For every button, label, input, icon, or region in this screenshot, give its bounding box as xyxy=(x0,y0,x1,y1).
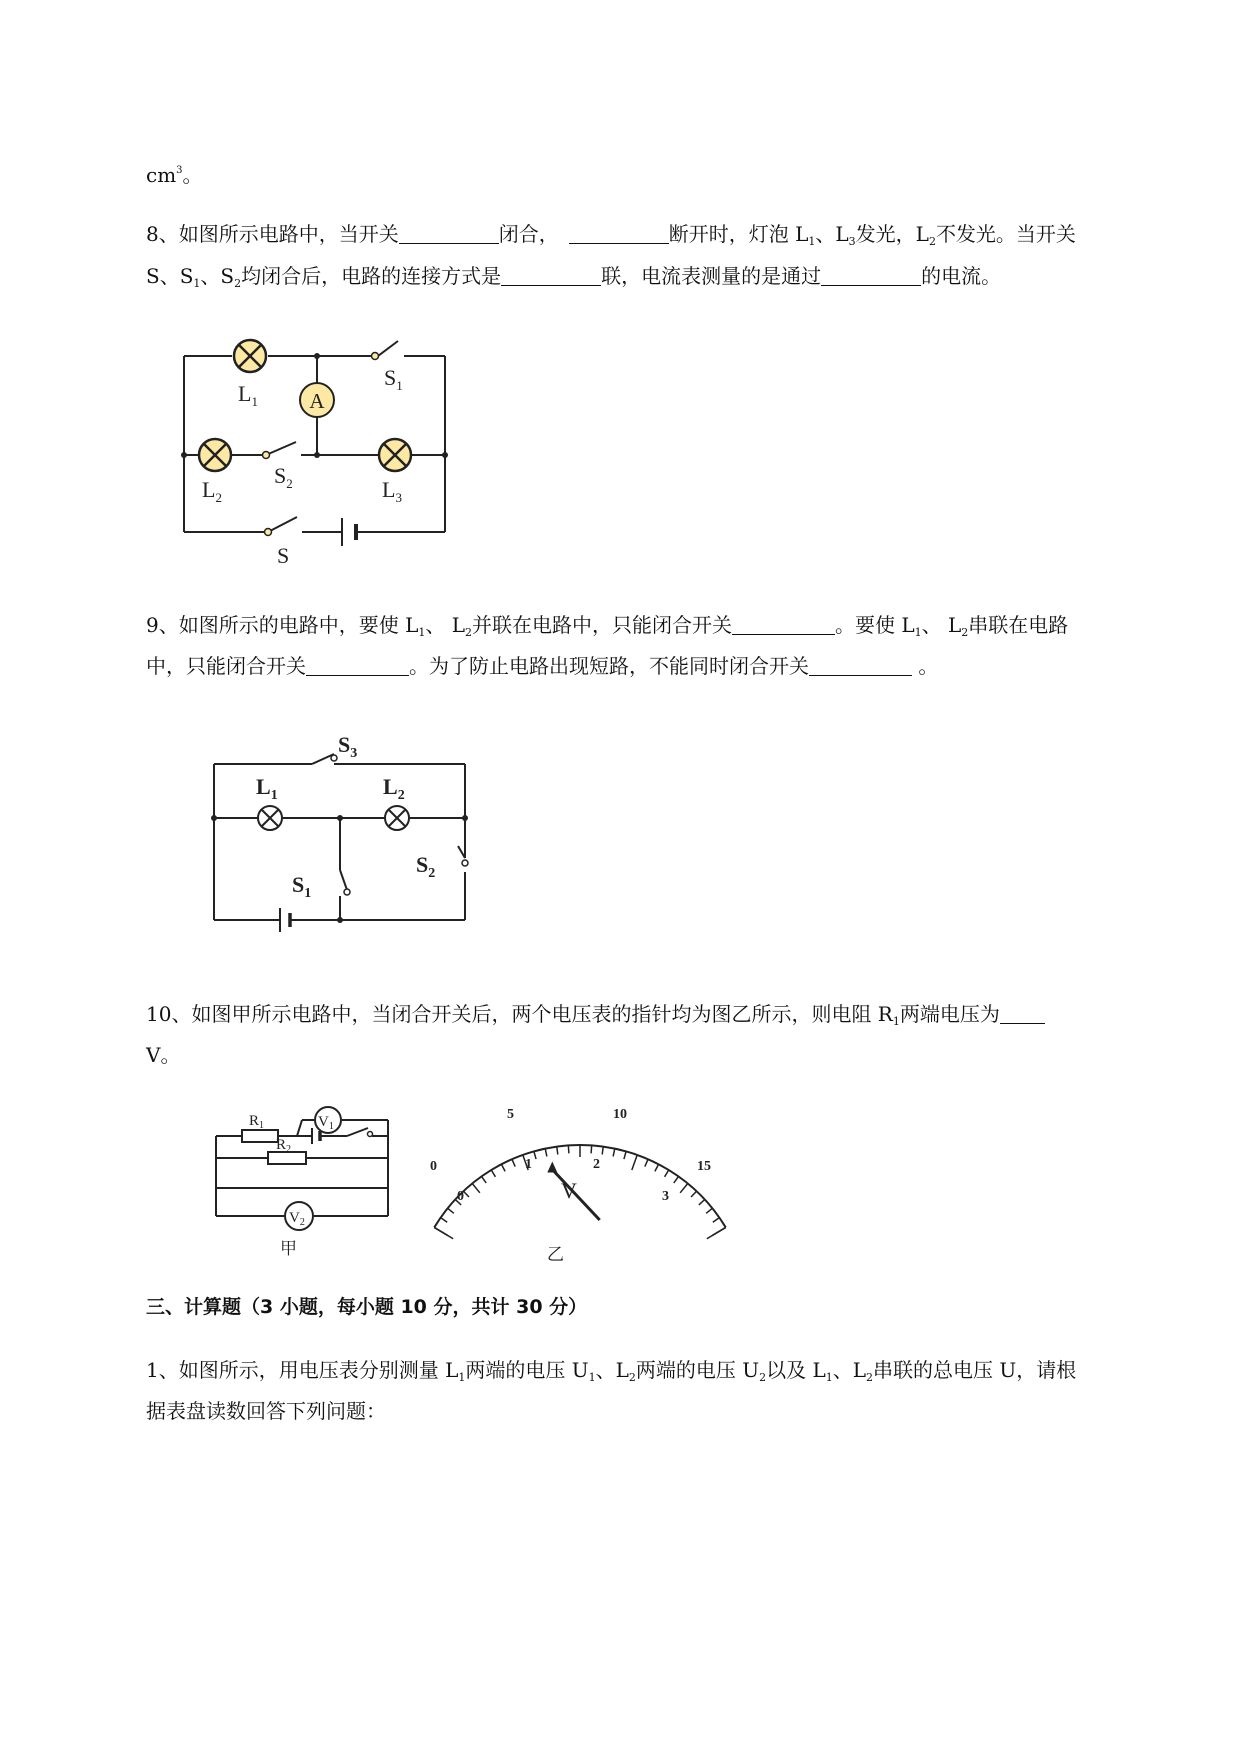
q10-circuit-jia xyxy=(212,1106,402,1266)
outer-tick-10: 10 xyxy=(613,1107,627,1122)
meter-tick xyxy=(645,1159,648,1166)
meter-tick xyxy=(482,1176,487,1183)
lamp-L1-icon xyxy=(234,340,266,372)
meter-tick xyxy=(441,1218,448,1223)
meter-tick xyxy=(472,1184,480,1193)
meter-tick xyxy=(448,1208,454,1213)
meter-arc xyxy=(434,1145,725,1227)
caption-yi: 乙 xyxy=(547,1245,564,1264)
unit-cm3: $cm^3$。 xyxy=(146,163,203,187)
c1-line1: 1、如图所示，用电压表分别测量 $L_1$两端的电压 $U_1$、$L_2$两端的电压 $U_2$以及 $L_1$、$L_2$串联的总电压 U，请根 xyxy=(146,1358,1077,1384)
label-L2: $L_2$ xyxy=(202,477,222,505)
meter-tick xyxy=(632,1155,637,1170)
inner-tick-1: 1 xyxy=(525,1157,532,1172)
q9-line1: 9、如图所示的电路中，要使 $L_1$、 $L_2$并联在电路中，只能闭合开关 。要使 $L_1$、 $L_2$串联在电路 xyxy=(146,613,1069,639)
lamp-L3-icon xyxy=(379,439,411,471)
svg-text:V2: $V_2$ xyxy=(289,1210,305,1228)
q9-line2: 中，只能闭合开关 。为了防止电路出现短路，不能同时闭合开关 。 xyxy=(146,654,939,678)
label-S1: $S_1$ xyxy=(292,872,312,901)
meter-pointer-head xyxy=(547,1161,557,1172)
label-R1: $R_1$ xyxy=(249,1113,265,1131)
q8-blank-1[interactable] xyxy=(399,223,499,244)
inner-tick-3: 3 xyxy=(662,1189,669,1204)
q9-blank-1[interactable] xyxy=(732,614,835,635)
q8-line2: S、$S_1$、$S_2$均闭合后，电路的连接方式是 联，电流表测量的是通过 的电流。 xyxy=(146,264,1002,290)
meter-tick xyxy=(655,1164,659,1171)
meter-unit-label: V xyxy=(561,1178,577,1203)
q10-blank-1[interactable] xyxy=(1000,1003,1045,1024)
lamp-L2-icon xyxy=(199,439,231,471)
voltmeter-V2-icon xyxy=(285,1202,313,1230)
meter-tick xyxy=(512,1159,515,1166)
meter-scale xyxy=(434,1145,725,1239)
outer-tick-15: 15 xyxy=(697,1159,711,1174)
q8-line1: 8、如图所示电路中，当开关 闭合， 断开时，灯泡 $L_1$、$L_3$发光，$L_2$不发光。当开关 xyxy=(146,222,1076,248)
meter-tick xyxy=(674,1176,679,1183)
lamp-L1-icon xyxy=(258,806,282,830)
q9-circuit-figure xyxy=(200,730,480,940)
label-S2: $S_2$ xyxy=(274,463,293,491)
voltmeter-V1-icon xyxy=(315,1107,341,1133)
meter-tick xyxy=(665,1170,669,1177)
q8-blank-2[interactable] xyxy=(569,223,669,244)
meter-tick xyxy=(713,1218,720,1223)
meter-tick xyxy=(463,1191,468,1197)
meter-tick xyxy=(602,1147,603,1155)
meter-tick xyxy=(501,1164,505,1171)
meter-tick xyxy=(545,1149,547,1157)
meter-tick xyxy=(568,1145,569,1153)
meter-tick xyxy=(534,1151,536,1159)
q10-meter-yi xyxy=(425,1100,735,1270)
q8-blank-4[interactable] xyxy=(821,265,921,286)
q8-blank-3[interactable] xyxy=(501,265,601,286)
q9-blank-3[interactable] xyxy=(809,655,912,676)
svg-text:A: A xyxy=(309,389,325,413)
outer-tick-0: 0 xyxy=(430,1159,437,1174)
svg-text:V1: $V_1$ xyxy=(318,1114,334,1132)
section3-title: 三、计算题（3 小题，每小题 10 分，共计 30 分） xyxy=(146,1296,588,1318)
label-L1: $L_1$ xyxy=(238,381,258,409)
ammeter-icon xyxy=(300,383,334,417)
label-R2: $R_2$ xyxy=(276,1137,292,1155)
meter-end-cap xyxy=(707,1227,726,1238)
label-L2: $L_2$ xyxy=(383,774,405,803)
q9-blank-2[interactable] xyxy=(306,655,409,676)
meter-tick xyxy=(680,1184,688,1193)
label-S3: $S_3$ xyxy=(338,732,358,761)
inner-tick-0: 0 xyxy=(457,1189,464,1204)
meter-tick xyxy=(613,1149,615,1157)
meter-tick xyxy=(691,1191,696,1197)
q10-line2: V。 xyxy=(146,1043,181,1067)
label-S2: $S_2$ xyxy=(416,852,436,881)
meter-tick xyxy=(706,1208,712,1213)
meter-tick xyxy=(491,1170,495,1177)
lamp-L2-icon xyxy=(385,806,409,830)
c1-line2: 据表盘读数回答下列问题： xyxy=(146,1399,386,1423)
meter-tick xyxy=(591,1145,592,1153)
meter-tick xyxy=(699,1199,705,1204)
meter-tick xyxy=(624,1151,626,1159)
inner-tick-2: 2 xyxy=(593,1157,600,1172)
outer-tick-5: 5 xyxy=(507,1107,514,1122)
label-S1: $S_1$ xyxy=(384,365,403,393)
label-L1: $L_1$ xyxy=(256,774,278,803)
meter-end-cap xyxy=(434,1227,453,1238)
label-L3: $L_3$ xyxy=(382,477,402,505)
caption-jia: 甲 xyxy=(280,1239,297,1258)
label-S: S xyxy=(277,543,290,568)
q8-circuit-figure xyxy=(170,325,470,568)
meter-tick xyxy=(557,1147,558,1155)
q10-line1: 10、如图甲所示电路中，当闭合开关后，两个电压表的指针均为图乙所示，则电阻 $R_1$两端电压为 xyxy=(146,1000,1045,1036)
